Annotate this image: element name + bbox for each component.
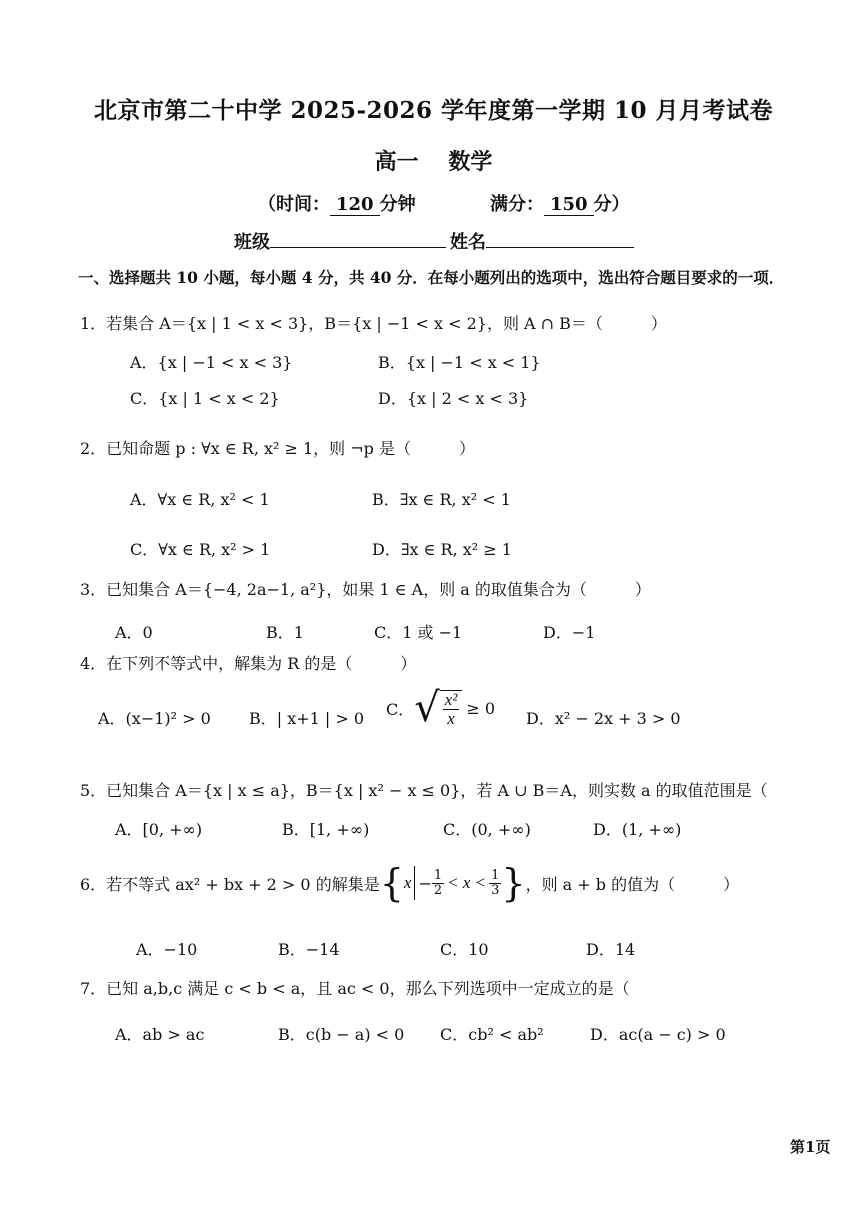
class-blank[interactable] xyxy=(270,229,446,248)
sqrt-denominator: x xyxy=(447,709,455,728)
right-brace-icon: } xyxy=(501,861,526,905)
class-label: 班级 xyxy=(234,232,270,253)
question-6-stem: 6．若不等式 ax² + bx + 2 > 0 的解集是 { x − $\frac{1}{2}$ < x < $\frac{1}{3}$ } ，则 a + b 的值为（ ） xyxy=(80,861,740,905)
time-unit: 分钟 xyxy=(379,194,416,215)
time-label: （时间： xyxy=(258,194,330,215)
section-heading: 一、选择题共 10 小题，每小题 4 分，共 40 分．在每小题列出的选项中，选出符合题目要求的一项． xyxy=(78,268,785,287)
question-3-option-a[interactable]: A．0 xyxy=(115,623,153,642)
question-2-option-d[interactable]: D．∃x ∈ R, x² ≥ 1 xyxy=(372,540,512,559)
left-brace-icon: { xyxy=(379,861,404,905)
score-unit: 分） xyxy=(593,194,630,215)
set-variable: x xyxy=(403,873,412,892)
question-5-option-a[interactable]: A．[0, +∞) xyxy=(115,820,203,839)
option-c-letter: C． xyxy=(386,699,415,719)
exam-title: 北京市第二十中学 2025-2026 学年度第一学期 10 月月考试卷 xyxy=(93,97,774,124)
question-7-option-b[interactable]: B．c(b − a) < 0 xyxy=(278,1025,405,1044)
name-blank[interactable] xyxy=(486,229,634,248)
question-5-option-d[interactable]: D．(1, +∞) xyxy=(593,820,682,839)
question-3-stem: 3．已知集合 A＝{−4, 2a−1, a²}，如果 1 ∈ A，则 a 的取值集合为（ ） xyxy=(80,580,651,599)
question-6-option-b[interactable]: B．−14 xyxy=(278,940,340,959)
question-2-stem: 2．已知命题 p : ∀x ∈ R, x² ≥ 1，则 ¬p 是（ ） xyxy=(80,439,476,458)
question-6-option-d[interactable]: D．14 xyxy=(586,940,636,959)
exam-time xyxy=(258,190,416,216)
sqrt-expression xyxy=(414,685,462,731)
question-5-option-b[interactable]: B．[1, +∞) xyxy=(282,820,370,839)
question-7-option-d[interactable]: D．ac(a − c) > 0 xyxy=(590,1025,726,1044)
question-5-option-c[interactable]: C．(0, +∞) xyxy=(443,820,531,839)
class-field xyxy=(234,228,446,254)
question-1-option-b[interactable]: B．{x | −1 < x < 1} xyxy=(378,353,541,372)
page-number: 第1页 xyxy=(790,1138,831,1156)
question-1-stem: 1．若集合 A＝{x | 1 < x < 3}，B＝{x | −1 < x < 2}，则 A ∩ B＝（ ） xyxy=(80,314,667,333)
question-4-option-a[interactable]: A．(x−1)² > 0 xyxy=(98,709,211,728)
score-value: 150 xyxy=(544,194,594,216)
question-7-option-c[interactable]: C．cb² < ab² xyxy=(440,1025,544,1044)
question-4-option-b[interactable]: B．| x+1 | > 0 xyxy=(249,709,365,728)
question-4-stem: 4．在下列不等式中，解集为 R 的是（ ） xyxy=(80,654,417,673)
name-field xyxy=(450,228,634,254)
question-2-option-b[interactable]: B．∃x ∈ R, x² < 1 xyxy=(372,490,511,509)
question-7-option-a[interactable]: A．ab > ac xyxy=(115,1025,205,1044)
question-4-option-d[interactable]: D．x² − 2x + 3 > 0 xyxy=(526,709,681,728)
question-5-stem: 5．已知集合 A＝{x | x ≤ a}，B＝{x | x² − x ≤ 0}，若 A ∪ B＝A，则实数 a 的取值范围是（ xyxy=(80,781,768,800)
question-2-option-c[interactable]: C．∀x ∈ R, x² > 1 xyxy=(130,540,271,559)
question-6-stem-after: ，则 a + b 的值为（ ） xyxy=(525,874,740,894)
sqrt-numerator: x² xyxy=(444,690,458,710)
score-label: 满分： xyxy=(490,194,544,215)
question-3-option-c[interactable]: C．1 或 −1 xyxy=(374,623,463,642)
fraction-one-half: $\frac{1}{2}$ xyxy=(433,867,443,898)
question-4-option-c[interactable] xyxy=(386,685,496,731)
set-bar xyxy=(414,866,415,900)
option-c-relation: ≥ 0 xyxy=(466,698,496,718)
sqrt-icon: √ xyxy=(414,685,440,731)
fraction-one-third: $\frac{1}{3}$ xyxy=(491,867,500,898)
question-1-option-a[interactable]: A．{x | −1 < x < 3} xyxy=(130,353,293,372)
question-2-option-a[interactable]: A．∀x ∈ R, x² < 1 xyxy=(130,490,270,509)
question-6-stem-before: 6．若不等式 ax² + bx + 2 > 0 的解集是 xyxy=(80,874,380,894)
question-3-option-d[interactable]: D．−1 xyxy=(543,623,596,642)
exam-score xyxy=(490,190,630,216)
question-7-stem: 7．已知 a,b,c 满足 c < b < a，且 ac < 0，那么下列选项中一定成立的是（ xyxy=(80,979,630,998)
question-3-option-b[interactable]: B．1 xyxy=(266,623,304,642)
question-6-option-c[interactable]: C．10 xyxy=(440,940,489,959)
question-1-option-d[interactable]: D．{x | 2 < x < 3} xyxy=(378,389,529,408)
question-1-option-c[interactable]: C．{x | 1 < x < 2} xyxy=(130,389,280,408)
time-value: 120 xyxy=(330,194,380,216)
question-6-option-a[interactable]: A．−10 xyxy=(136,940,198,959)
name-label: 姓名 xyxy=(450,232,486,253)
exam-subject: 高一 数学 xyxy=(374,149,493,175)
